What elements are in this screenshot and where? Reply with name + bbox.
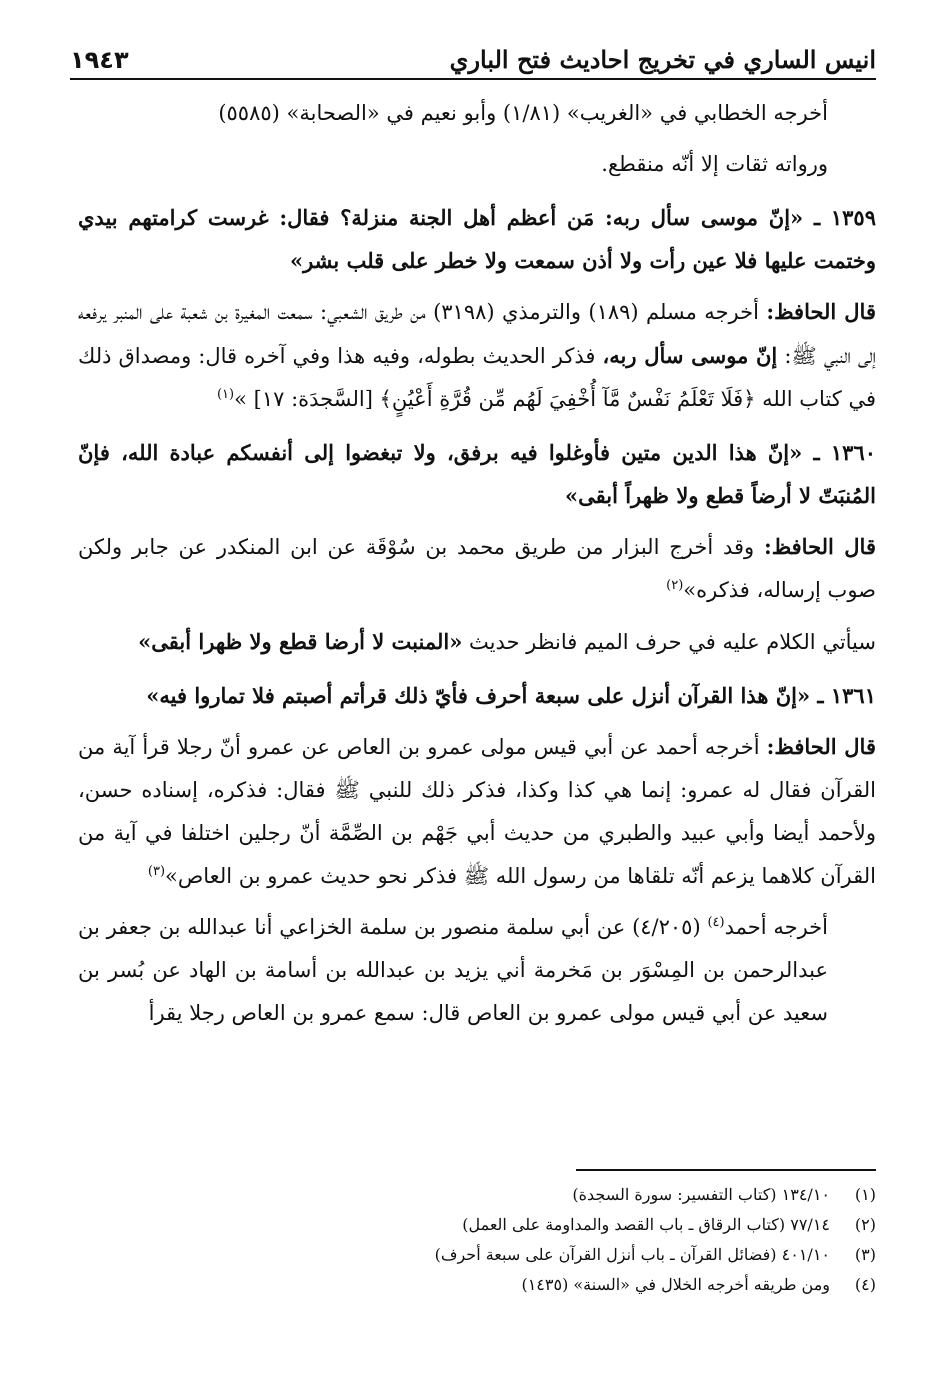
footnote-text: ٤٠١/١٠ (فضائل القرآن ـ باب أنزل القرآن على سبعة أحرف)	[434, 1245, 830, 1264]
commentary-1360	[78, 525, 876, 612]
commentary-text-b: فذكر الحديث بطوله، وفيه هذا وفي آخره قال: ومصداق ذلك في كتاب الله ﴿فَلَا تَعْلَمُ نَفْسٌ مَّآ أُخْفِيَ لَهُم مِّن قُرَّةِ أَعْيُنٍ﴾ [السَّجدَة: ١٧] »	[78, 344, 876, 411]
hadith-number: ١٣٦١	[830, 683, 876, 708]
page-body	[78, 92, 876, 1043]
note-text: سيأتي الكلام عليه في حرف الميم فانظر حديث	[469, 630, 876, 654]
intro-line-1: أخرجه الخطابي في «الغريب» (١/٨١) وأبو نعيم في «الصحابة» (٥٥٨٥)	[218, 101, 828, 125]
takhrij-text-b: (٤/٢٠٥) عن أبي سلمة منصور بن سلمة الخزاعي أنا عبدالله بن جعفر بن عبدالرحمن بن المِسْوَر بن مَخرمة أني يزيد بن عبدالله بن أسامة بن الهاد عن بُسر بن سعيد عن أبي قيس مولى عمرو بن العاص قال: سمع عمرو بن العاص رجلا يقرأ	[78, 915, 828, 1025]
footnote	[300, 1210, 876, 1240]
footnote-ref: (٤)	[707, 915, 725, 930]
intro-line-2: ورواته ثقات إلا أنّه منقطع.	[601, 152, 828, 176]
footnote-number: (٤)	[854, 1275, 876, 1294]
commentary-label: قال الحافظ:	[766, 734, 876, 759]
footnote-ref: (١)	[216, 387, 235, 402]
hadith-text: «إنّ موسى سأل ربه: مَن أعظم أهل الجنة منزلة؟ فقال: غرست كرامتهم بيدي وختمت عليها فلا عين رأت ولا أذن سمعت ولا خطر على قلب بشر»	[78, 205, 876, 273]
takhrij-text-a: أخرجه أحمد	[724, 915, 828, 939]
footnotes	[300, 1180, 876, 1300]
commentary-label: قال الحافظ:	[766, 299, 876, 324]
commentary-bold: إنّ موسى سأل ربه،	[602, 343, 778, 368]
hadith-1359: ١٣٥٩ ـ «إنّ موسى سأل ربه: مَن أعظم أهل الجنة منزلة؟ فقال: غرست كرامتهم بيدي وختمت عليها فلا عين رأت ولا أذن سمعت ولا خطر على قلب بشر»	[78, 205, 876, 273]
commentary-text: أخرجه أحمد عن أبي قيس مولى عمرو بن العاص عن عمرو أنّ رجلا قرأ آية من القرآن فقال له عمرو: إنما هي كذا وكذا، فذكر ذلك للنبي ﷺ فقال: فذكره، إسناده حسن، ولأحمد أيضا وأبي عبيد والطبري من حديث أبي جَهْم بن الصِّمَّة أنّ رجلين اختلفا في آية من القرآن كلاهما يزعم أنّه تلقاها من رسول الله ﷺ فذكر نحو حديث عمرو بن العاص»	[78, 735, 876, 888]
commentary-text-a: أخرجه مسلم (١٨٩) والترمذي (٣١٩٨) من طريق الشعبي: سمعت المغيرة بن شعبة على المنبر يرفعه إلى النبي ﷺ:	[78, 300, 876, 368]
hadith-number: ١٣٥٩	[830, 205, 876, 230]
footnote	[300, 1240, 876, 1270]
hadith-1360: ١٣٦٠ ـ «إنّ هذا الدين متين فأوغلوا فيه برفق، ولا تبغضوا إلى أنفسكم عبادة الله، فإنّ المُنبَتّ لا أرضاً قطع ولا ظهراً أبقى»	[78, 440, 877, 508]
hadith-text: «إنّ هذا القرآن أنزل على سبعة أحرف فأيّ ذلك قرأتم أصبتم فلا تماروا فيه»	[146, 683, 811, 708]
footnote-text: ١٣٤/١٠ (كتاب التفسير: سورة السجدة)	[572, 1185, 830, 1204]
footnote-divider	[576, 1169, 876, 1171]
hadith-text: «إنّ هذا الدين متين فأوغلوا فيه برفق، ولا تبغضوا إلى أنفسكم عبادة الله، فإنّ المُنبَتّ لا أرضاً قطع ولا ظهراً أبقى»	[78, 440, 876, 508]
commentary-1359	[78, 290, 876, 421]
commentary-1361	[78, 725, 876, 898]
running-header	[70, 34, 876, 80]
footnote-number: (١)	[854, 1185, 876, 1204]
commentary-text: وقد أخرج البزار من طريق محمد بن سُوْقَة عن ابن المنكدر عن جابر ولكن صوب إرساله، فذكره»	[78, 535, 876, 602]
hadith-number: ١٣٦٠	[830, 440, 877, 465]
footnote	[300, 1180, 876, 1210]
book-title: انيس الساري في تخريج احاديث فتح الباري	[449, 45, 876, 74]
footnote-number: (٣)	[854, 1245, 876, 1264]
hadith-1361: ١٣٦١ ـ «إنّ هذا القرآن أنزل على سبعة أحرف فأيّ ذلك قرأتم أصبتم فلا تماروا فيه»	[146, 683, 876, 708]
takhrij-paragraph	[78, 906, 876, 1035]
note-bold: «المنبت لا أرضا قطع ولا ظهرا أبقى»	[138, 629, 463, 654]
footnote-text: ومن طريقه أخرجه الخلال في «السنة» (١٤٣٥)	[521, 1275, 830, 1294]
commentary-label: قال الحافظ:	[763, 534, 876, 559]
footnote-ref: (٣)	[147, 864, 166, 879]
cross-reference-note	[78, 620, 876, 664]
page-number: ١٩٤٣	[70, 46, 129, 74]
footnote-number: (٢)	[854, 1215, 876, 1234]
footnote-ref: (٢)	[666, 578, 684, 593]
footnote	[300, 1270, 876, 1300]
footnote-text: ٧٧/١٤ (كتاب الرقاق ـ باب القصد والمداومة على العمل)	[462, 1215, 830, 1234]
